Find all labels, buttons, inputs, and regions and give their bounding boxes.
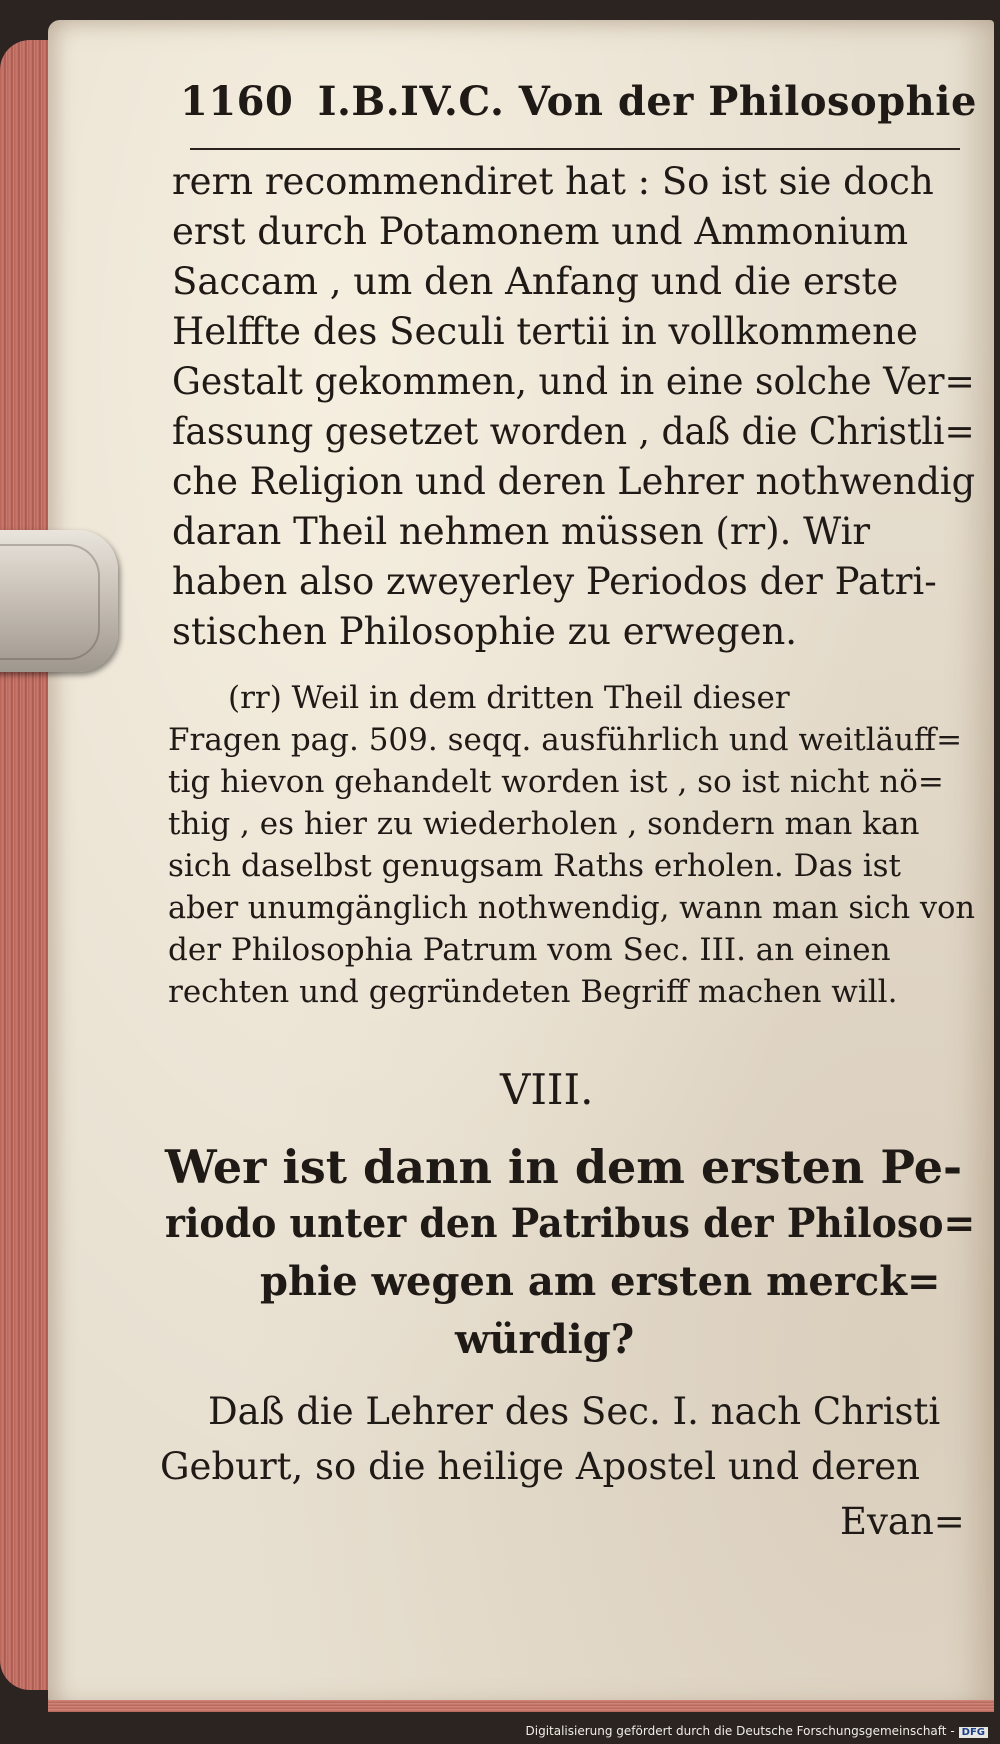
- page-clip: [0, 530, 118, 672]
- body-line: Helffte des Seculi tertii in vollkommene: [172, 310, 918, 353]
- book-bottom-edge: [48, 1700, 994, 1712]
- answer-line: Daß die Lehrer des Sec. I. nach Christi: [208, 1390, 941, 1433]
- footnote-line: sich daselbst genugsam Raths erholen. Das ist: [168, 848, 901, 884]
- section-number: VIII.: [500, 1065, 594, 1114]
- body-line: rern recommendiret hat : So ist sie doch: [172, 160, 934, 203]
- body-line: fassung gesetzet worden , daß die Christli=: [172, 410, 975, 453]
- credit-text: Digitalisierung gefördert durch die Deutsche Forschungsgemeinschaft -: [525, 1724, 955, 1738]
- footnote-line: thig , es hier zu wiederholen , sondern man kan: [168, 806, 920, 842]
- footnote-line: tig hievon gehandelt worden ist , so ist nicht nö=: [168, 764, 944, 800]
- running-header: [180, 78, 977, 125]
- digitization-credit: [522, 1724, 993, 1738]
- dfg-logo: DFG: [959, 1727, 988, 1738]
- footnote-line: der Philosophia Patrum vom Sec. III. an einen: [168, 932, 891, 968]
- footnote-line: (rr) Weil in dem dritten Theil dieser: [228, 680, 790, 716]
- section-question-line: würdig?: [455, 1316, 635, 1363]
- section-question-line: phie wegen am ersten merck=: [260, 1258, 941, 1305]
- body-line: haben also zweyerley Periodos der Patri-: [172, 560, 937, 603]
- footnote-line: aber unumgänglich nothwendig, wann man sich von: [168, 890, 976, 926]
- body-line: Saccam , um den Anfang und die erste: [172, 260, 899, 303]
- footnote-line: Fragen pag. 509. seqq. ausführlich und weitläuff=: [168, 722, 963, 758]
- section-question-line: Wer ist dann in dem ersten Pe-: [165, 1140, 963, 1194]
- body-line: che Religion und deren Lehrer nothwendig: [172, 460, 976, 503]
- header-rule: [190, 148, 960, 150]
- page-number: 1160: [180, 78, 294, 125]
- body-line: erst durch Potamonem und Ammonium: [172, 210, 909, 253]
- body-line: stischen Philosophie zu erwegen.: [172, 610, 798, 653]
- section-question-line: riodo unter den Patribus der Philoso=: [165, 1200, 976, 1247]
- running-title: I.B.IV.C. Von der Philosophie: [317, 78, 977, 125]
- answer-line: Geburt, so die heilige Apostel und deren: [160, 1445, 920, 1488]
- catchword: Evan=: [840, 1500, 965, 1543]
- body-line: Gestalt gekommen, und in eine solche Ver=: [172, 360, 975, 403]
- body-line: daran Theil nehmen müssen (rr). Wir: [172, 510, 871, 553]
- footnote-line: rechten und gegründeten Begriff machen will.: [168, 974, 898, 1010]
